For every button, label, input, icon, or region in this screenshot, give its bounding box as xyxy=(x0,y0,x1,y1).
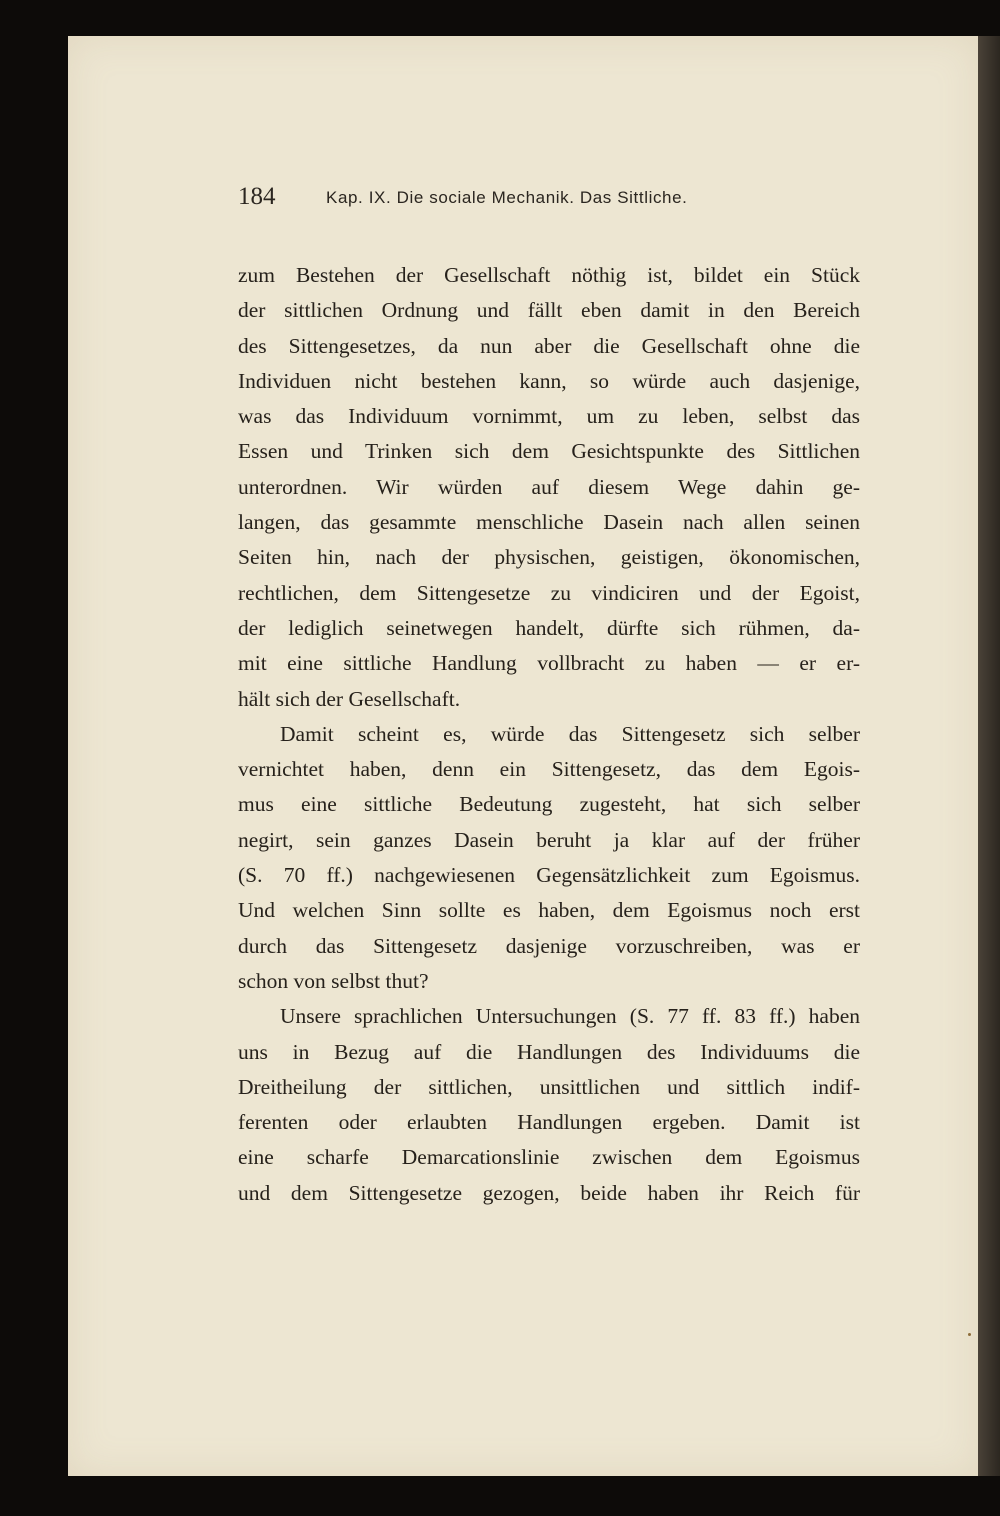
text-line: uns in Bezug auf die Handlungen des Individuums die xyxy=(238,1039,860,1064)
text-line: (S. 70 ff.) nachgewiesenen Gegensätzlichkeit zum Egoismus. xyxy=(238,863,860,888)
text-line: langen, das gesammte menschliche Dasein nach allen seinen xyxy=(238,510,860,535)
text-line: Dreitheilung der sittlichen, unsittlichen und sittlich indif- xyxy=(238,1074,860,1099)
text-line: eine scharfe Demarcationslinie zwischen dem Egoismus xyxy=(238,1145,860,1170)
text-line: des Sittengesetzes, da nun aber die Gesellschaft ohne die xyxy=(238,333,860,358)
running-head xyxy=(238,180,798,214)
text-line: Seiten hin, nach der physischen, geistigen, ökonomischen, xyxy=(238,545,860,570)
text-line: hält sich der Gesellschaft. xyxy=(238,686,461,711)
body-text xyxy=(238,258,860,1211)
chapter-header: Kap. IX. Die sociale Mechanik. Das Sittliche. xyxy=(326,188,688,207)
page-number: 184 xyxy=(238,183,276,210)
text-line: schon von selbst thut? xyxy=(238,968,429,993)
text-line: vernichtet haben, denn ein Sittengesetz, das dem Egois- xyxy=(238,757,860,782)
page-edge xyxy=(978,36,1000,1476)
text-line: durch das Sittengesetz dasjenige vorzuschreiben, was er xyxy=(238,933,860,958)
text-line: unterordnen. Wir würden auf diesem Wege dahin ge- xyxy=(238,474,860,499)
text-line: ferenten oder erlaubten Handlungen ergeben. Damit ist xyxy=(238,1110,860,1135)
text-line: und dem Sittengesetze gezogen, beide haben ihr Reich für xyxy=(238,1180,860,1205)
text-line: zum Bestehen der Gesellschaft nöthig ist, bildet ein Stück xyxy=(238,263,860,287)
text-line: Damit scheint es, würde das Sittengesetz sich selber xyxy=(280,721,860,746)
text-line: Essen und Trinken sich dem Gesichtspunkte des Sittlichen xyxy=(238,439,860,464)
text-line: der sittlichen Ordnung und fällt eben damit in den Bereich xyxy=(238,298,860,323)
text-line: Individuen nicht bestehen kann, so würde auch dasjenige, xyxy=(238,368,860,393)
text-line: der lediglich seinetwegen handelt, dürfte sich rühmen, da- xyxy=(238,615,860,640)
text-line: was das Individuum vornimmt, um zu leben, selbst das xyxy=(238,404,860,429)
text-line: rechtlichen, dem Sittengesetze zu vindiciren und der Egoist, xyxy=(238,580,860,605)
text-line: negirt, sein ganzes Dasein beruht ja klar auf der früher xyxy=(238,827,860,852)
text-line: Und welchen Sinn sollte es haben, dem Egoismus noch erst xyxy=(238,898,860,923)
text-line: mit eine sittliche Handlung vollbracht zu haben — er er- xyxy=(238,651,860,676)
paper-speck xyxy=(968,1333,971,1336)
text-line: Unsere sprachlichen Untersuchungen (S. 77 ff. 83 ff.) haben xyxy=(280,1004,860,1029)
text-line: mus eine sittliche Bedeutung zugesteht, hat sich selber xyxy=(238,792,860,817)
